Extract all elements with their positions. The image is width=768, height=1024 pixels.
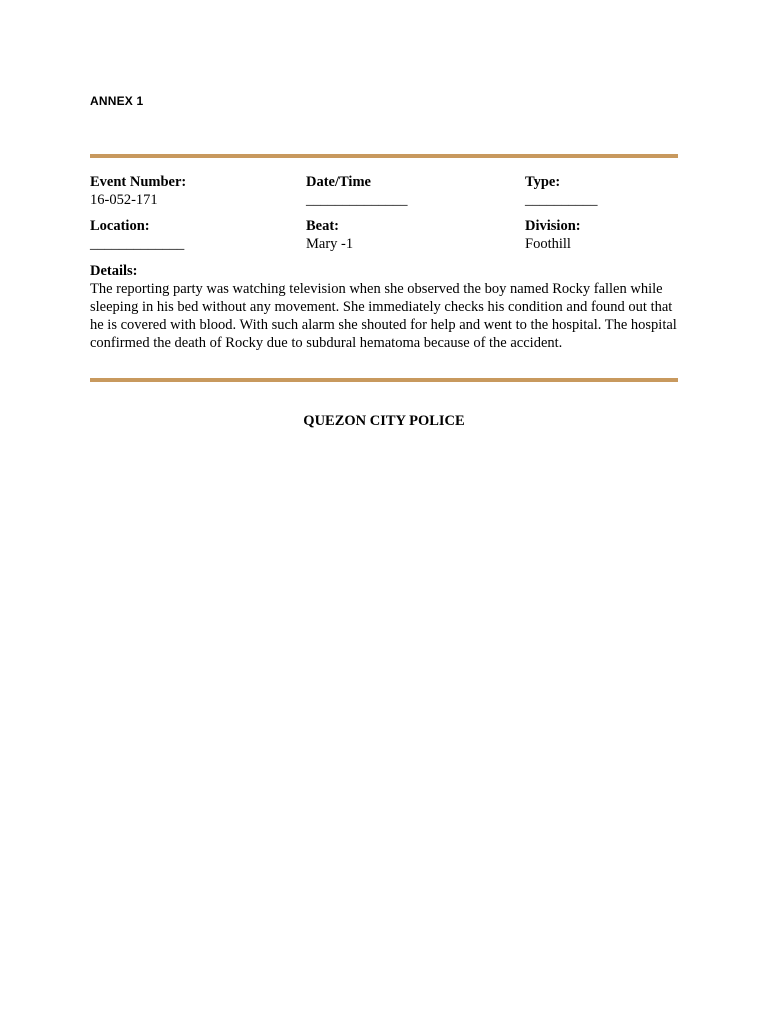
- type-label: Type:: [525, 174, 561, 190]
- footer-title: QUEZON CITY POLICE: [303, 413, 465, 429]
- division-field: [525, 217, 581, 253]
- beat-label: Beat:: [306, 218, 340, 234]
- type-field: [525, 173, 598, 209]
- event-number-value: 16-052-171: [90, 192, 158, 208]
- division-value: Foothill: [525, 236, 571, 252]
- details-text: The reporting party was watching television when she observed the boy named Rocky fallen while sleeping in his bed without any movement. She immediately checks his condition and found out that he is covered with blood. With such alarm she shouted for help and went to the hospital. The hospital confirmed the death of Rocky due to subdural hematoma because of the accident.: [90, 281, 677, 351]
- event-number-field: [90, 173, 186, 209]
- beat-field: [306, 217, 353, 253]
- details-label: Details:: [90, 263, 138, 279]
- location-field: [90, 217, 184, 253]
- beat-value: Mary -1: [306, 236, 354, 252]
- date-time-field: [306, 173, 408, 209]
- top-divider: [90, 154, 678, 158]
- date-time-value: ______________: [306, 192, 408, 208]
- details-section: [90, 262, 680, 352]
- bottom-divider: [90, 378, 678, 382]
- date-time-label: Date/Time: [306, 174, 371, 190]
- location-label: Location:: [90, 218, 150, 234]
- type-value: __________: [525, 192, 598, 208]
- location-value: _____________: [90, 236, 185, 252]
- event-number-label: Event Number:: [90, 174, 187, 190]
- division-label: Division:: [525, 218, 581, 234]
- annex-heading: ANNEX 1: [90, 94, 144, 108]
